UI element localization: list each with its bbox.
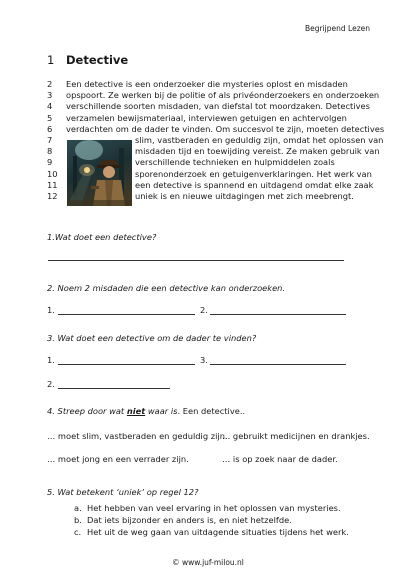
- answer-number: 1.: [47, 355, 55, 365]
- line-text: sporenonderzoek en getuigenverklaringen. Het werk van: [135, 168, 372, 179]
- detective-illustration: [67, 140, 132, 206]
- line-number: 4: [47, 101, 53, 112]
- question-4-text: waar is: [145, 406, 178, 416]
- question-5: 5. Wat betekent ‘uniek’ op regel 12?: [47, 487, 199, 497]
- text-line: [47, 79, 377, 90]
- question-4-text: 4. Streep door wat: [47, 406, 127, 416]
- statement-option[interactable]: … is op zoek naar de dader.: [222, 454, 338, 464]
- line-text: Een detective is een onderzoeker die mysteries oplost en misdaden: [66, 79, 348, 89]
- line-text: slim, vastberaden en geduldig zijn, omdat het oplossen van: [135, 134, 384, 145]
- answer-line-q2-1[interactable]: [58, 314, 195, 315]
- statement-option[interactable]: … moet jong en een verrader zijn.: [47, 454, 189, 464]
- choice-letter: c.: [74, 527, 82, 537]
- line-number: 3: [47, 90, 53, 101]
- answer-line-q1[interactable]: [48, 260, 344, 261]
- statement-option[interactable]: … moet slim, vastberaden en geduldig zijn.: [47, 431, 228, 441]
- question-4-tail: . Een detective..: [177, 406, 246, 416]
- line-text: verschillende technieken en hulpmiddelen zoals: [135, 157, 335, 168]
- question-4: [47, 406, 245, 416]
- text-line: [47, 113, 377, 124]
- statement-option[interactable]: … gebruikt medicijnen en drankjes.: [222, 431, 370, 441]
- emphasis-not: niet: [126, 406, 146, 416]
- choice-option[interactable]: [74, 515, 292, 525]
- choice-text: Het hebben van veel ervaring in het oplossen van mysteries.: [87, 503, 341, 513]
- choice-letter: b.: [74, 515, 82, 525]
- answer-line-q3-3[interactable]: [210, 364, 346, 365]
- answer-number: 2.: [200, 305, 208, 315]
- line-text: verschillende soorten misdaden, van diefstal tot moordzaken. Detectives: [66, 101, 370, 112]
- line-number: 5: [47, 112, 53, 123]
- answer-line-q2-2[interactable]: [210, 314, 346, 315]
- line-number: 9: [47, 157, 53, 168]
- line-text: een detective is spannend en uitdagend omdat elke zaak: [135, 179, 374, 190]
- line-number: 11: [47, 179, 58, 190]
- choice-letter: a.: [74, 503, 82, 513]
- line-number: 10: [47, 168, 58, 179]
- question-3: 3. Wat doet een detective om de dader te vinden?: [47, 333, 257, 343]
- line-text: opspoort. Ze werken bij de politie of als privéonderzoekers en onderzoeken: [66, 90, 380, 101]
- text-line: [47, 101, 377, 112]
- detective-figure-icon: [67, 140, 132, 206]
- line-text: uniek is en nieuwe uitdagingen met zich meebrengt.: [135, 190, 354, 201]
- choice-text: Het uit de weg gaan van uitdagende situaties tijdens het werk.: [87, 527, 349, 537]
- line-number: 7: [47, 134, 53, 145]
- answer-line-q3-1[interactable]: [58, 364, 195, 365]
- choice-option[interactable]: [74, 527, 349, 537]
- answer-number: 1.: [47, 305, 55, 315]
- header-label: Begrijpend Lezen: [304, 24, 370, 33]
- question-2: 2. Noem 2 misdaden die een detective kan onderzoeken.: [47, 283, 286, 293]
- text-line: [47, 123, 385, 135]
- line-text: misdaden tijd en toewijding vereist. Ze maken gebruik van: [135, 146, 380, 157]
- choice-text: Dat iets bijzonder en anders is, en niet hetzelfde.: [87, 515, 292, 525]
- line-number: 2: [47, 79, 53, 89]
- line-text: verzamelen bewijsmateriaal, interviewen getuigen en achtervolgen: [66, 112, 347, 123]
- answer-number: 3.: [200, 355, 208, 365]
- answer-line-q3-2[interactable]: [58, 388, 170, 389]
- answer-number: 2.: [47, 379, 55, 389]
- choice-option[interactable]: [74, 503, 341, 513]
- line-number: 6: [47, 123, 53, 134]
- question-1: 1.Wat doet een detective?: [47, 232, 157, 242]
- page-title: Detective: [66, 53, 129, 67]
- section-number: 1: [47, 53, 55, 67]
- footer-copyright: © www.juf-milou.nl: [172, 558, 244, 567]
- text-line: [47, 90, 380, 101]
- section-title: [47, 53, 128, 67]
- line-text: verdachten om de dader te vinden. Om succesvol te zijn, moeten detectives: [66, 123, 385, 134]
- line-number: 8: [47, 146, 53, 157]
- line-number: 12: [47, 190, 58, 201]
